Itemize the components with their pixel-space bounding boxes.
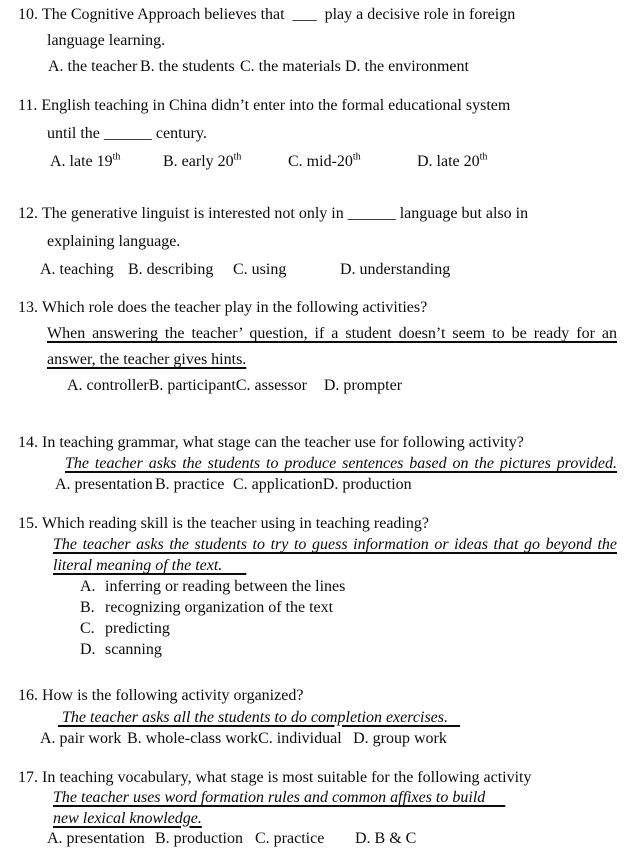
option-b bbox=[163, 148, 288, 176]
option-c: C. individual bbox=[258, 730, 342, 747]
stem-text: until the ______ century. bbox=[47, 125, 207, 142]
option-c: C. assessor bbox=[235, 377, 307, 394]
option-text: B. early 20 bbox=[163, 153, 234, 170]
option-b: B. whole-class work bbox=[127, 730, 259, 747]
option-d: D. group work bbox=[353, 730, 447, 747]
stem-text: The Cognitive Approach believes that ___ play a decisive role in foreign bbox=[42, 6, 516, 23]
option-a bbox=[18, 576, 617, 597]
stem-line bbox=[18, 120, 617, 148]
question-number: 11. bbox=[18, 97, 38, 114]
option-b: B. practice bbox=[155, 476, 225, 493]
stem-line bbox=[18, 295, 617, 321]
stem-line bbox=[18, 200, 617, 228]
question-number: 14. bbox=[18, 434, 38, 451]
option-d: D. B & C bbox=[355, 830, 417, 847]
option-text: recognizing organization of the text bbox=[105, 599, 334, 616]
option-text: C. mid-20 bbox=[288, 153, 353, 170]
stem-line bbox=[18, 513, 617, 534]
activity-line bbox=[18, 809, 617, 830]
question-number: 17. bbox=[18, 768, 38, 786]
stem-text: explaining language. bbox=[47, 233, 181, 250]
option-a: A. presentation bbox=[47, 830, 145, 847]
options-row bbox=[18, 373, 617, 399]
activity-line bbox=[18, 321, 617, 347]
option-a: A. pair work bbox=[40, 730, 122, 747]
stem-line bbox=[18, 228, 617, 256]
option-letter: C. bbox=[80, 620, 95, 637]
option-superscript: th bbox=[233, 151, 242, 163]
option-a: A. controller bbox=[67, 377, 149, 394]
activity-line bbox=[18, 707, 617, 729]
question-11 bbox=[18, 92, 617, 176]
option-d: D. prompter bbox=[323, 377, 403, 394]
stem-text: In teaching vocabulary, what stage is most suitable for the following activity bbox=[42, 768, 532, 786]
option-c: C. the materials bbox=[240, 58, 341, 75]
question-number: 12. bbox=[18, 205, 38, 222]
option-d: D. the environment bbox=[345, 58, 469, 75]
activity-text: The teacher uses word formation rules and common affixes to build bbox=[53, 789, 506, 806]
stem-text: English teaching in China didn’t enter into the formal educational system bbox=[41, 97, 511, 114]
question-12 bbox=[18, 200, 617, 284]
activity-line bbox=[18, 534, 617, 555]
option-a bbox=[50, 148, 163, 176]
options-row bbox=[18, 474, 617, 495]
option-a: A. the teacher bbox=[48, 58, 138, 75]
option-c: C. using bbox=[233, 261, 287, 278]
question-14 bbox=[18, 432, 617, 495]
question-13 bbox=[18, 295, 617, 399]
question-number: 16. bbox=[18, 687, 38, 704]
options-row bbox=[18, 829, 617, 850]
option-text: A. late 19 bbox=[50, 153, 113, 170]
options-row bbox=[18, 728, 617, 750]
stem-line bbox=[18, 685, 617, 707]
option-text: scanning bbox=[105, 641, 162, 658]
stem-line bbox=[18, 768, 617, 789]
option-text: predicting bbox=[105, 620, 170, 637]
option-b: B. production bbox=[155, 830, 243, 847]
option-a: A. teaching bbox=[40, 261, 114, 278]
activity-text: The teacher asks the students to try to guess information or ideas that go beyond the bbox=[53, 536, 617, 553]
activity-text: The teacher asks the students to produce sentences based on the pictures provided. bbox=[65, 455, 617, 472]
stem-line bbox=[18, 2, 617, 28]
question-number: 15. bbox=[18, 515, 38, 532]
stem-text: How is the following activity organized? bbox=[42, 687, 304, 704]
stem-line bbox=[18, 28, 617, 54]
activity-line bbox=[18, 453, 617, 474]
activity-line bbox=[18, 788, 617, 809]
question-10 bbox=[18, 2, 617, 80]
question-16 bbox=[18, 685, 617, 750]
option-b: B. participant bbox=[148, 377, 236, 394]
activity-text: The teacher asks all the students to do completion exercises. bbox=[58, 708, 460, 726]
option-letter: B. bbox=[80, 599, 95, 616]
option-c bbox=[18, 618, 617, 639]
option-superscript: th bbox=[352, 151, 361, 163]
option-letter: D. bbox=[80, 641, 96, 658]
stem-text: language learning. bbox=[47, 32, 166, 49]
option-text: inferring or reading between the lines bbox=[105, 578, 346, 595]
stem-text: In teaching grammar, what stage can the teacher use for following activity? bbox=[42, 434, 524, 451]
activity-line bbox=[18, 555, 617, 576]
option-d: D. understanding bbox=[340, 261, 451, 278]
question-number: 13. bbox=[18, 299, 38, 316]
question-17 bbox=[18, 768, 617, 850]
question-number: 10. bbox=[18, 6, 38, 23]
activity-text: answer, the teacher gives hints. bbox=[47, 351, 247, 368]
option-a: A. presentation bbox=[55, 476, 153, 493]
stem-text: Which role does the teacher play in the following activities? bbox=[42, 299, 428, 316]
question-15 bbox=[18, 513, 617, 660]
option-superscript: th bbox=[479, 151, 488, 163]
option-b bbox=[18, 597, 617, 618]
option-c bbox=[288, 148, 417, 176]
activity-text: literal meaning of the text. bbox=[53, 557, 247, 574]
options-row bbox=[18, 148, 617, 176]
option-d: D. production bbox=[322, 476, 412, 493]
option-text: D. late 20 bbox=[417, 153, 480, 170]
option-c: C. practice bbox=[255, 830, 325, 847]
stem-text: The generative linguist is interested not only in ______ language but also in bbox=[42, 205, 529, 222]
option-b: B. describing bbox=[128, 261, 214, 278]
activity-text: When answering the teacher’ question, if a student doesn’t seem to be ready for an bbox=[47, 325, 617, 342]
options-row bbox=[18, 256, 617, 284]
option-d bbox=[18, 639, 617, 660]
option-letter: A. bbox=[80, 578, 96, 595]
option-d bbox=[417, 148, 487, 176]
stem-line bbox=[18, 92, 617, 120]
options-row bbox=[18, 54, 617, 80]
stem-line bbox=[18, 432, 617, 453]
option-superscript: th bbox=[112, 151, 121, 163]
activity-text: new lexical knowledge. bbox=[53, 809, 202, 827]
option-b: B. the students bbox=[140, 58, 235, 75]
activity-line bbox=[18, 347, 617, 373]
option-c: C. application bbox=[233, 476, 323, 493]
stem-text: Which reading skill is the teacher using in teaching reading? bbox=[42, 515, 429, 532]
